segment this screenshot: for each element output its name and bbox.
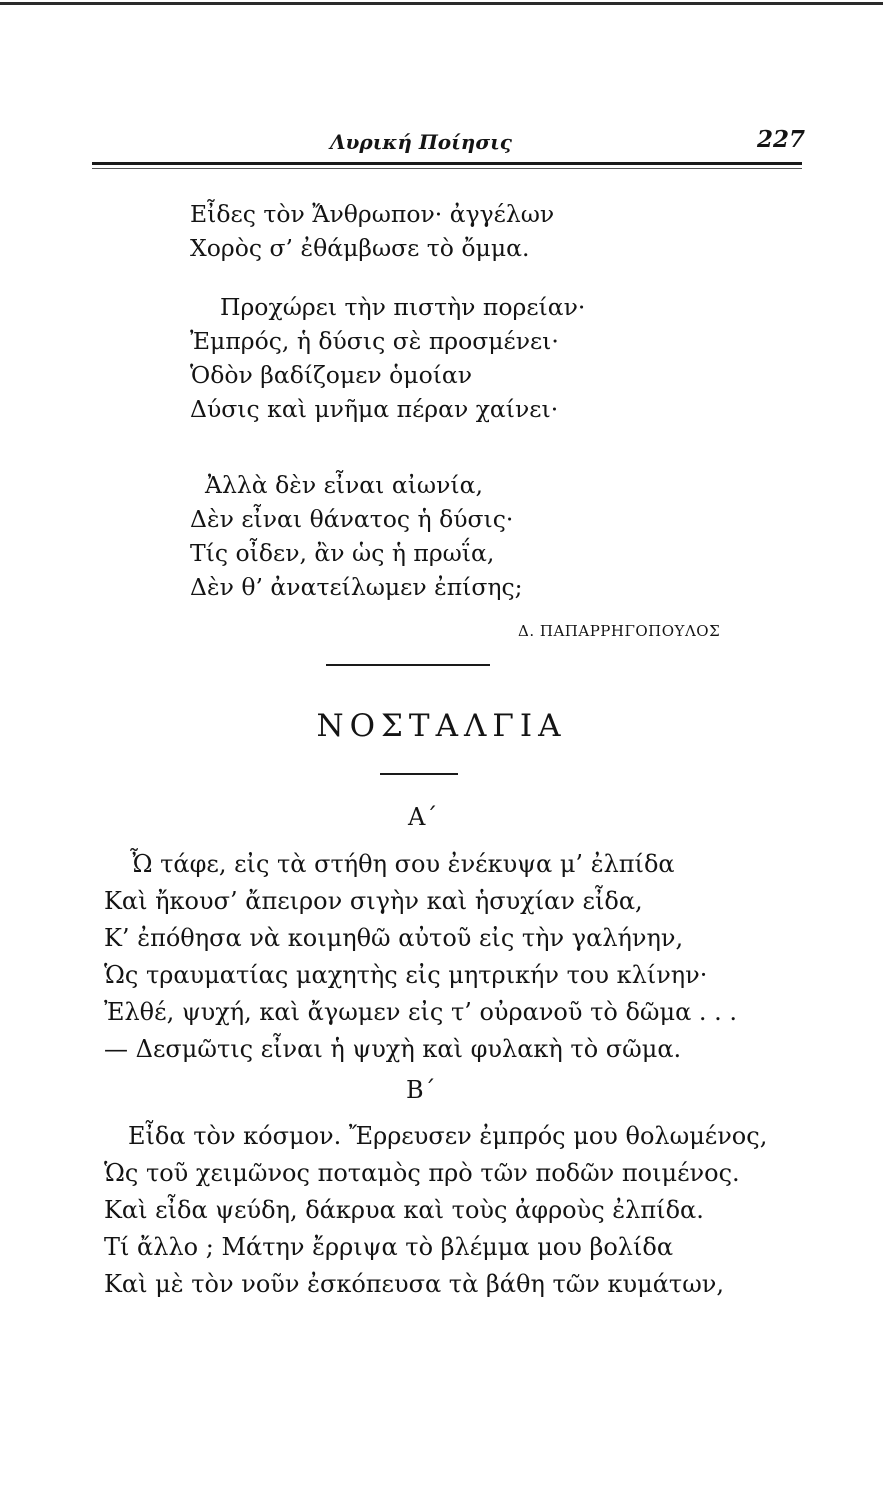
verse-line: Δύσις καὶ μνῆμα πέραν χαίνει· [190,395,559,423]
verse-line: Καὶ εἶδα ψεύδη, δάκρυα καὶ τοὺς ἀφροὺς ἐλπίδα. [104,1196,704,1224]
verse-line: Ὦ τάφε, εἰς τὰ στήθη σου ἐνέκυψα μ’ ἐλπίδα [130,850,675,878]
verse-line: — Δεσμῶτις εἶναι ἡ ψυχὴ καὶ φυλακὴ τὸ σῶμα. [104,1035,682,1063]
verse-line: Ὡς τοῦ χειμῶνος ποταμὸς πρὸ τῶν ποδῶν ποιμένος. [104,1159,740,1187]
ornamental-rule-bottom [380,773,458,775]
verse-line: Κ’ ἐπόθησα νὰ κοιμηθῶ αὐτοῦ εἰς τὴν γαλήνην, [104,924,684,952]
verse-line: Χορὸς σ’ ἐθάμβωσε τὸ ὄμμα. [190,234,530,262]
verse-line: Τίς οἶδεν, ἂν ὡς ἡ πρωΐα, [190,539,495,567]
header-rule [92,162,802,165]
verse-line: Δὲν εἶναι θάνατος ἡ δύσις· [190,505,514,533]
verse-line: Προχώρει τὴν πιστὴν πορείαν· [220,293,586,321]
verse-line: Εἶδες τὸν Ἄνθρωπον· ἀγγέλων [190,200,555,228]
page-top-edge-line [0,2,883,5]
header-rule-thin [92,168,802,169]
verse-line: Εἶδα τὸν κόσμον. Ἔρρευσεν ἐμπρός μου θολωμένος, [128,1122,768,1150]
poem-title: ΝΟΣΤΑΛΓΙΑ [316,708,567,744]
running-title: Λυρική Ποίησις [330,130,512,154]
verse-line: Ὁδὸν βαδίζομεν ὁμοίαν [190,361,473,389]
verse-line: Ἀλλὰ δὲν εἶναι αἰωνία, [205,471,483,499]
section-numeral: Β´ [406,1076,436,1104]
verse-line: Δὲν θ’ ἀνατείλωμεν ἐπίσης; [190,573,523,601]
ornamental-rule-top [326,664,490,666]
verse-line: Ἐμπρός, ἡ δύσις σὲ προσμένει· [190,327,559,355]
section-numeral: Α´ [408,803,438,831]
verse-line: Καὶ ἤκουσ’ ἄπειρον σιγὴν καὶ ἡσυχίαν εἶδα, [104,887,643,915]
author-signature: Δ. ΠΑΠΑΡΡΗΓΟΠΟΥΛΟΣ [518,622,721,640]
running-head [0,126,883,166]
page-number: 227 [757,126,806,153]
verse-line: Ὡς τραυματίας μαχητὴς εἰς μητρικήν του κλίνην· [104,961,708,989]
verse-line: Τί ἄλλο ; Μάτην ἔρριψα τὸ βλέμμα μου βολίδα [104,1233,674,1261]
verse-line: Καὶ μὲ τὸν νοῦν ἐσκόπευσα τὰ βάθη τῶν κυμάτων, [104,1270,724,1298]
verse-line: Ἐλθέ, ψυχή, καὶ ἄγωμεν εἰς τ’ οὐρανοῦ τὸ δῶμα . . . [104,998,738,1026]
